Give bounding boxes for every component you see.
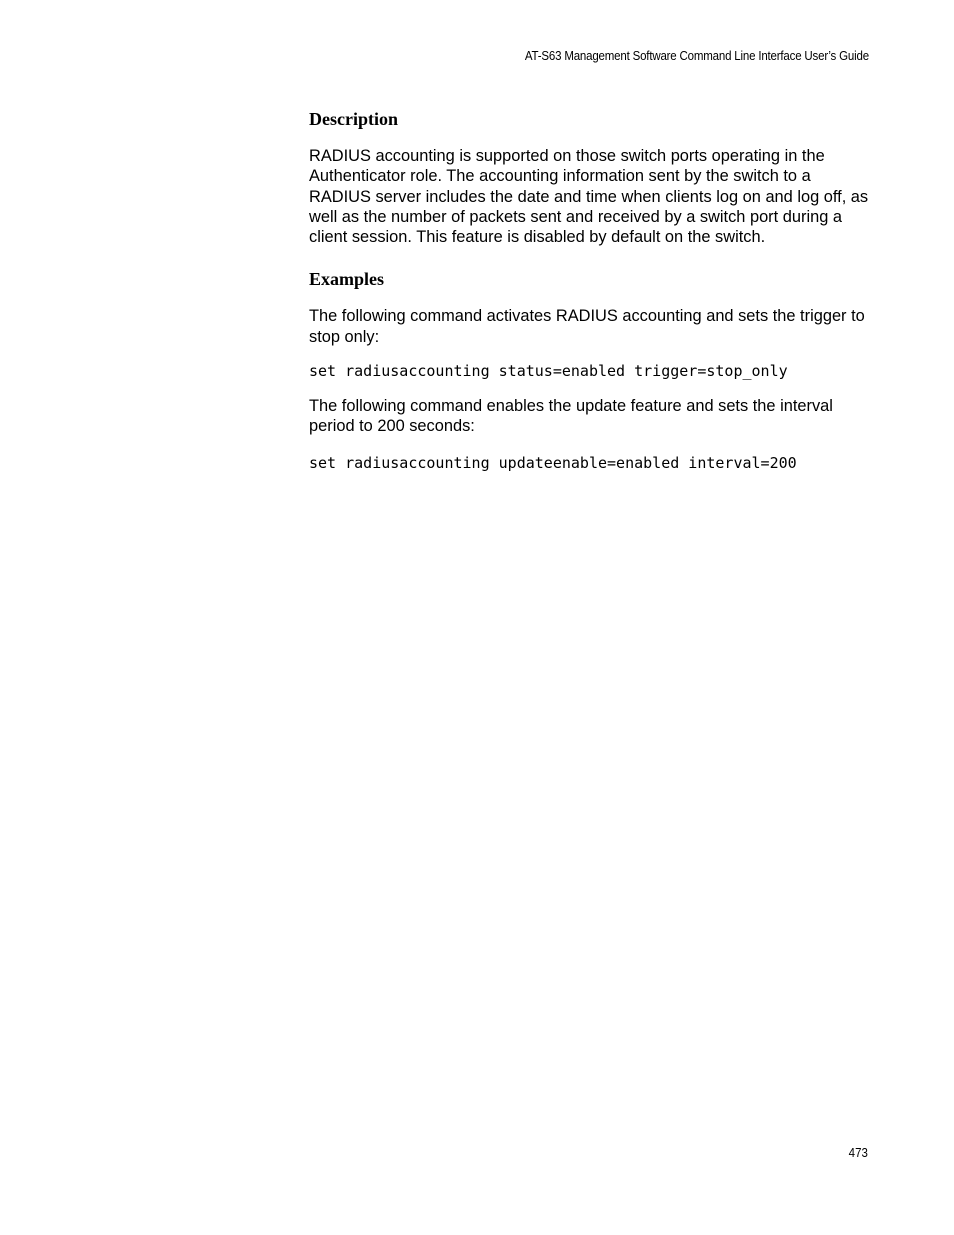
running-header: AT-S63 Management Software Command Line Interface User’s Guide: [525, 49, 869, 63]
description-paragraph: RADIUS accounting is supported on those switch ports operating in the Authenticator role. The accounting information sent by the switch to a RADIUS server includes the date and time when clients log on and log off, as well as the number of packets sent and received by a switch port during a client session. This feature is disabled by default on the switch.: [309, 147, 869, 247]
page-number: 473: [848, 1146, 868, 1160]
example-1-text: The following command activates RADIUS accounting and sets the trigger to stop only:: [309, 307, 865, 346]
description-heading: Description: [309, 109, 398, 129]
example-1-command: set radiusaccounting status=enabled trigger=stop_only: [309, 362, 788, 381]
main-content: [309, 108, 875, 473]
example-2-text: The following command enables the update feature and sets the interval period to 200 seconds:: [309, 397, 833, 436]
examples-heading: Examples: [309, 269, 385, 290]
example-2-command: set radiusaccounting updateenable=enabled interval=200: [309, 453, 797, 472]
